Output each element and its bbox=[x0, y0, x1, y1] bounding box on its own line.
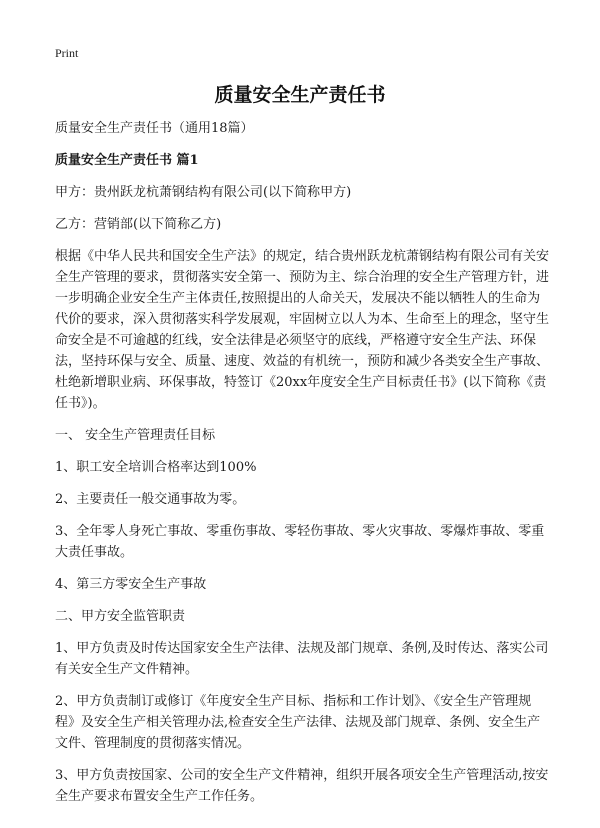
document-subtitle: 质量安全生产责任书（通用18篇） bbox=[55, 121, 254, 136]
section-heading: 质量安全生产责任书 篇1 bbox=[55, 153, 199, 168]
party-a: 甲方：贵州跃龙杭萧钢结构有限公司(以下简称甲方) bbox=[55, 185, 352, 200]
print-link[interactable]: Print bbox=[55, 46, 79, 60]
section-2-item-3: 3、甲方负责按国家、公司的安全生产文件精神，组织开展各项安全生产管理活动,按安全生产要求布置安全生产工作任务。 bbox=[55, 768, 549, 804]
section-1-heading: 一、 安全生产管理责任目标 bbox=[55, 428, 216, 443]
section-2-heading: 二、甲方安全监管职责 bbox=[55, 609, 186, 624]
section-2-item-1: 1、甲方负责及时传达国家安全生产法律、法规及部门规章、条例,及时传达、落实公司有关安全生产文件精神。 bbox=[55, 641, 549, 677]
section-1-item-4: 4、第三方零安全生产事故 bbox=[55, 577, 207, 592]
section-2-item-2: 2、甲方负责制订或修订《年度安全生产目标、指标和工作计划》、《安全生产管理规程》及安全生产相关管理办法,检查安全生产法律、法规及部门规章、条例、安全生产文件、管理制度的贯彻落实情况。 bbox=[55, 694, 541, 751]
section-1-item-3: 3、全年零人身死亡事故、零重伤事故、零轻伤事故、零火灾事故、零爆炸事故、零重大责任事故。 bbox=[55, 524, 545, 560]
section-1-item-1: 1、职工安全培训合格率达到100% bbox=[55, 460, 257, 475]
document-body bbox=[55, 118, 550, 818]
page-title: 质量安全生产责任书 bbox=[214, 84, 386, 106]
party-b: 乙方：营销部(以下简称乙方) bbox=[55, 217, 222, 232]
section-1-item-2: 2、主要责任一般交通事故为零。 bbox=[55, 492, 246, 507]
intro-paragraph: 根据《中华人民共和国安全生产法》的规定，结合贵州跃龙杭萧钢结构有限公司有关安全生产管理的要求，贯彻落实安全第一、预防为主、综合治理的安全生产管理方针，进一步明确企业安全生产主体责任,按照提出的人命关天，发展决不能以牺牲人的生命为代价的要求，深入贯彻落实科学发展观，牢固树立以人为本、生命至上的理念，坚守生命安全是不可逾越的红线，安全法律是必须坚守的底线，严格遵守安全生产法、环保法，坚持环保与安全、质量、速度、效益的有机统一，预防和减少各类安全生产事故、杜绝新增职业病、环保事故，特签订《20xx年度安全生产目标责任书》(以下简称《责任书》)。 bbox=[55, 249, 550, 411]
